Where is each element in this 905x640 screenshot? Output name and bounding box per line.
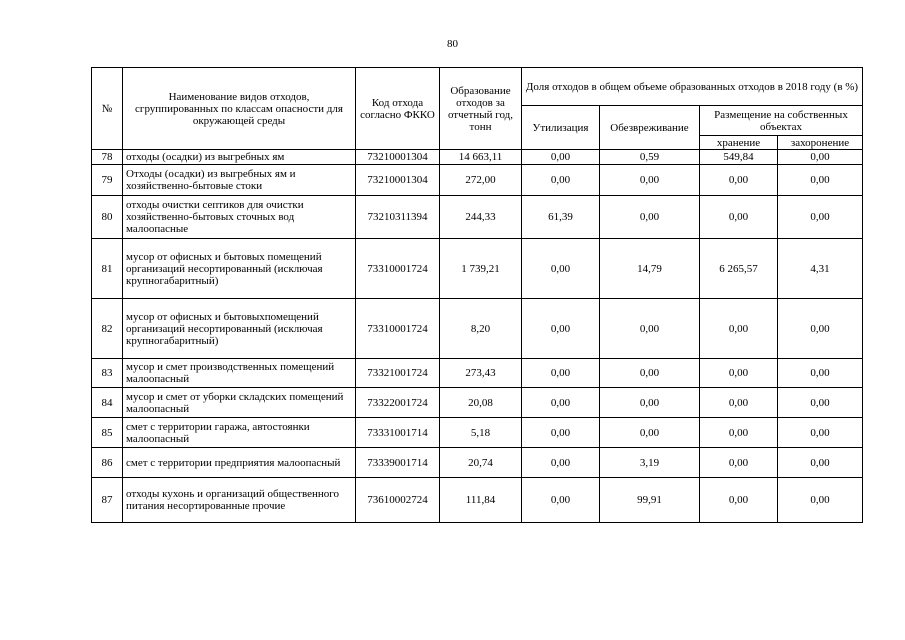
row-code: 73210311394 xyxy=(356,196,440,239)
row-formed: 20,08 xyxy=(440,388,522,418)
row-utilization: 0,00 xyxy=(522,165,600,196)
row-burial: 4,31 xyxy=(778,239,863,299)
header-placement: Размещение на собственных объектах xyxy=(700,106,863,136)
row-utilization: 0,00 xyxy=(522,359,600,388)
row-neutralization: 0,00 xyxy=(600,418,700,448)
row-neutralization: 0,59 xyxy=(600,150,700,165)
header-num: № xyxy=(92,68,123,150)
row-storage: 0,00 xyxy=(700,196,778,239)
row-storage: 549,84 xyxy=(700,150,778,165)
row-neutralization: 0,00 xyxy=(600,299,700,359)
row-neutralization: 0,00 xyxy=(600,359,700,388)
row-name: отходы (осадки) из выгребных ям xyxy=(123,150,356,165)
row-code: 73310001724 xyxy=(356,299,440,359)
row-code: 73321001724 xyxy=(356,359,440,388)
row-neutralization: 3,19 xyxy=(600,448,700,478)
row-storage: 0,00 xyxy=(700,359,778,388)
table-row xyxy=(92,478,863,523)
row-name: отходы кухонь и организаций общественного питания несортированные прочие xyxy=(123,478,356,523)
row-utilization: 0,00 xyxy=(522,388,600,418)
row-code: 73331001714 xyxy=(356,418,440,448)
row-utilization: 61,39 xyxy=(522,196,600,239)
row-storage: 0,00 xyxy=(700,388,778,418)
table-row xyxy=(92,388,863,418)
row-burial: 0,00 xyxy=(778,196,863,239)
header-utilization: Утилизация xyxy=(522,106,600,150)
row-storage: 0,00 xyxy=(700,448,778,478)
header-share: Доля отходов в общем объеме образованных отходов в 2018 году (в %) xyxy=(522,68,863,106)
row-burial: 0,00 xyxy=(778,165,863,196)
row-name: смет с территории предприятия малоопасный xyxy=(123,448,356,478)
row-formed: 20,74 xyxy=(440,448,522,478)
header-code: Код отхода согласно ФККО xyxy=(356,68,440,150)
header-storage: хранение xyxy=(700,136,778,150)
row-burial: 0,00 xyxy=(778,418,863,448)
row-storage: 6 265,57 xyxy=(700,239,778,299)
table-row xyxy=(92,196,863,239)
row-name: мусор и смет производственных помещений малоопасный xyxy=(123,359,356,388)
row-name: смет с территории гаража, автостоянки малоопасный xyxy=(123,418,356,448)
row-neutralization: 0,00 xyxy=(600,388,700,418)
row-burial: 0,00 xyxy=(778,299,863,359)
row-num: 86 xyxy=(92,448,123,478)
row-formed: 111,84 xyxy=(440,478,522,523)
table-row xyxy=(92,239,863,299)
row-num: 82 xyxy=(92,299,123,359)
row-num: 84 xyxy=(92,388,123,418)
row-burial: 0,00 xyxy=(778,359,863,388)
row-storage: 0,00 xyxy=(700,418,778,448)
row-neutralization: 14,79 xyxy=(600,239,700,299)
row-num: 87 xyxy=(92,478,123,523)
row-code: 73310001724 xyxy=(356,239,440,299)
row-code: 73210001304 xyxy=(356,150,440,165)
header-neutralization: Обезвреживание xyxy=(600,106,700,150)
row-name: мусор от офисных и бытовыхпомещений организаций несортированный (исключая крупногабаритный) xyxy=(123,299,356,359)
row-num: 83 xyxy=(92,359,123,388)
table-row xyxy=(92,418,863,448)
row-neutralization: 99,91 xyxy=(600,478,700,523)
row-formed: 272,00 xyxy=(440,165,522,196)
row-utilization: 0,00 xyxy=(522,478,600,523)
row-formed: 5,18 xyxy=(440,418,522,448)
row-formed: 1 739,21 xyxy=(440,239,522,299)
row-formed: 244,33 xyxy=(440,196,522,239)
page-number: 80 xyxy=(447,38,458,50)
row-utilization: 0,00 xyxy=(522,239,600,299)
row-code: 73339001714 xyxy=(356,448,440,478)
row-burial: 0,00 xyxy=(778,448,863,478)
row-neutralization: 0,00 xyxy=(600,165,700,196)
table-row xyxy=(92,165,863,196)
header-formed: Образование отходов за отчетный год, тонн xyxy=(440,68,522,150)
row-neutralization: 0,00 xyxy=(600,196,700,239)
row-num: 81 xyxy=(92,239,123,299)
row-utilization: 0,00 xyxy=(522,418,600,448)
row-code: 73210001304 xyxy=(356,165,440,196)
table-row xyxy=(92,299,863,359)
row-storage: 0,00 xyxy=(700,165,778,196)
row-name: Отходы (осадки) из выгребных ям и хозяйственно-бытовые стоки xyxy=(123,165,356,196)
row-num: 78 xyxy=(92,150,123,165)
waste-table xyxy=(91,67,863,523)
table-row xyxy=(92,150,863,165)
row-code: 73610002724 xyxy=(356,478,440,523)
row-formed: 14 663,11 xyxy=(440,150,522,165)
row-name: мусор и смет от уборки складских помещений малоопасный xyxy=(123,388,356,418)
header-name: Наименование видов отходов, сгруппированных по классам опасности для окружающей среды xyxy=(123,68,356,150)
table-row xyxy=(92,448,863,478)
row-formed: 273,43 xyxy=(440,359,522,388)
row-burial: 0,00 xyxy=(778,478,863,523)
header-burial: захоронение xyxy=(778,136,863,150)
row-num: 79 xyxy=(92,165,123,196)
row-utilization: 0,00 xyxy=(522,299,600,359)
table-row xyxy=(92,359,863,388)
row-num: 85 xyxy=(92,418,123,448)
row-storage: 0,00 xyxy=(700,299,778,359)
row-utilization: 0,00 xyxy=(522,448,600,478)
row-utilization: 0,00 xyxy=(522,150,600,165)
row-name: отходы очистки септиков для очистки хозяйственно-бытовых сточных вод малоопасные xyxy=(123,196,356,239)
row-name: мусор от офисных и бытовых помещений организаций несортированный (исключая крупногабаритный) xyxy=(123,239,356,299)
row-storage: 0,00 xyxy=(700,478,778,523)
row-num: 80 xyxy=(92,196,123,239)
row-burial: 0,00 xyxy=(778,150,863,165)
row-burial: 0,00 xyxy=(778,388,863,418)
row-formed: 8,20 xyxy=(440,299,522,359)
row-code: 73322001724 xyxy=(356,388,440,418)
